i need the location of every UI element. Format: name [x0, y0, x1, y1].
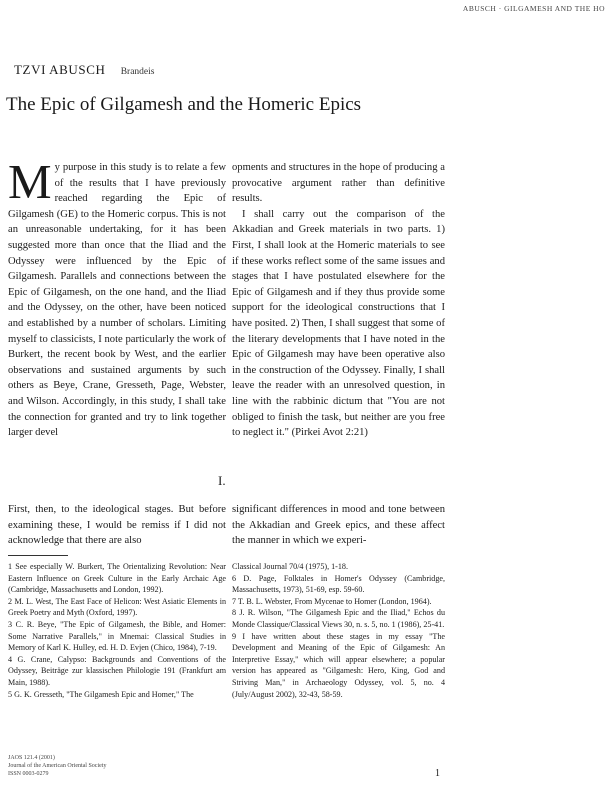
- author-affiliation: Brandeis: [120, 67, 155, 77]
- section-paragraph: First, then, to the ideological stages. But before examining these, I would be remiss if I did not acknowledge that there are also: [8, 504, 226, 547]
- intro-column-left: [8, 154, 226, 441]
- drop-cap: M: [8, 154, 52, 209]
- imprint-line: Journal of the American Oriental Society: [8, 763, 107, 769]
- footnote: 8 J. R. Wilson, "The Gilgamesh Epic and the Iliad," Echos du Monde Classique/Classical Views 30, n. s. 5, no. 1 (1986), 25-41.: [232, 608, 445, 629]
- intro-paragraph-1: y purpose in this study is to relate a few of the results that I have previously reached regarding the Epic of Gilgamesh (GE) to the Homeric corpus. This is not an unreasonable undertaking, for it has been suggested more than once that the Iliad and the Odyssey were influenced by the Epic of Gilgamesh. Parallels and connections between the Epic of Gilgamesh, on the one hand, and the Iliad and the Odyssey, on the other, have been noticed and established by a number of scholars. Limiting myself to classicists, I note particularly the work of Burkert, the recent book by West, and the earlier observations and sustained arguments by such others as Beye, Crane, Gresseth, Page, Webster, and Wilson. Accordingly, in this study, I shall take the connection for granted and try to link together larger devel: [8, 162, 226, 439]
- author-line: [14, 62, 155, 78]
- footnote: 6 D. Page, Folktales in Homer's Odyssey (Cambridge, Massachusetts, 1973), 51-69, esp. 59-60.: [232, 573, 445, 595]
- footnote: 1 See especially W. Burkert, The Orientalizing Revolution: Near Eastern Influence on Greek Culture in the Early Archaic Age (Cambridge, Massachusetts and London, 1992).: [8, 562, 226, 595]
- imprint-line: ISSN 0003-0279: [8, 771, 49, 777]
- section-column-right: [232, 502, 445, 549]
- author-name: TZVI ABUSCH: [14, 62, 106, 77]
- running-head: ABUSCH · GILGAMESH AND THE HO: [462, 4, 605, 13]
- section-paragraph-continued: significant differences in mood and tone between the Akkadian and Greek epics, and these affect the manner in which we experi-: [232, 504, 445, 547]
- intro-paragraph-2: I shall carry out the comparison of the Akkadian and Greek materials in two parts. 1) First, I shall look at the Homeric materials to see if these works reflect some of the same issues and stages that I have postulated elsewhere for the Epic of Gilgamesh and if they thus provide some support for the ideological constructions that I have posited. 2) Then, I shall suggest that some of the literary developments that I have noted in the Epic of Gilgamesh may have been operative also in the construction of the Odyssey. Finally, I shall leave the reader with an unresolved question, in line with the rabbinic dictum that "You are not obliged to finish the task, but neither are you free to neglect it." (Pirkei Avot 2:21): [232, 208, 445, 439]
- intro-paragraph-1-continued: opments and structures in the hope of producing a provocative argument rather than definitive results.: [232, 162, 445, 205]
- intro-column-right: [232, 160, 445, 441]
- footnote-rule: [8, 555, 68, 556]
- imprint-line: JAOS 121.4 (2001): [8, 755, 55, 761]
- footnotes-left: [8, 561, 226, 700]
- footnotes-right: [232, 561, 445, 700]
- footnote: 4 G. Crane, Calypso: Backgrounds and Conventions of the Odyssey, Beiträge zur klassischen Philologie 191 (Frankfurt am Main, 1988).: [8, 654, 226, 687]
- footnote: 2 M. L. West, The East Face of Helicon: West Asiatic Elements in Greek Poetry and Myth (Oxford, 1997).: [8, 596, 226, 618]
- section-column-left: [8, 502, 226, 549]
- section-heading: I.: [218, 473, 226, 488]
- footnote: 9 I have written about these stages in my essay "The Development and Meaning of the Epic of Gilgamesh: An Interpretive Essay," which will appear elsewhere; a popular version has appeared as "Gilgamesh: Hero, King, God and Striving Man," in Archaeology Odyssey, vol. 5, no. 4 (July/August 2002), 32-43, 58-59.: [232, 631, 445, 699]
- footnote: Classical Journal 70/4 (1975), 1-18.: [232, 562, 348, 571]
- footnote: 3 C. R. Beye, "The Epic of Gilgamesh, the Bible, and Homer: Some Narrative Parallels," in Mnemai: Classical Studies in Memory of Karl K. Hulley, ed. H. D. Evjen (Chico, 1984), 7-19.: [8, 619, 226, 653]
- footnote: 5 G. K. Gresseth, "The Gilgamesh Epic and Homer," The: [8, 689, 194, 699]
- article-title: The Epic of Gilgamesh and the Homeric Epics: [6, 94, 362, 115]
- journal-imprint: [8, 754, 106, 778]
- page-number: 1: [435, 768, 440, 779]
- footnote: 7 T. B. L. Webster, From Mycenae to Homer (London, 1964).: [232, 596, 432, 606]
